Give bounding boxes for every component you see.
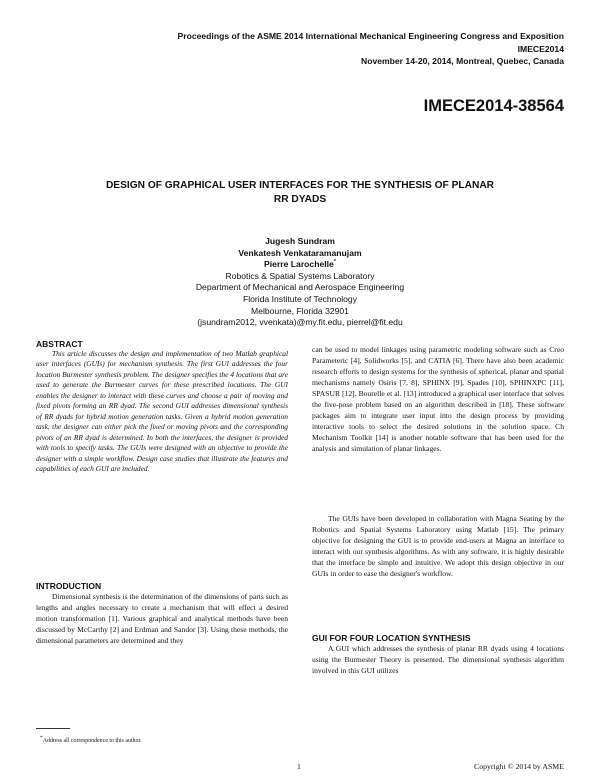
author-emails: (jsundram2012, vvenkata)@my.fit.edu, pierrel@fit.edu: [197, 317, 403, 328]
gui-section-text: A GUI which addresses the synthesis of planar RR dyads using 4 locations using the Burmester Theory is presented. The dimensional synthesis algorithm involved in this GUI utilizes: [312, 644, 564, 675]
affiliation-line: Melbourne, Florida 32901: [251, 305, 349, 316]
introduction-text: Dimensional synthesis is the determination of the dimensions of parts such as lengths and angles necessary to create a mechanism that will effect a desired motion transformation [1]. Various graphical and analytical methods have been discussed by McCarthy [2] and Erdman and Sandor [3]. Using these methods, the dimensional parameters are determined and they: [36, 592, 288, 645]
gui-section-heading: GUI FOR FOUR LOCATION SYNTHESIS: [312, 633, 471, 643]
author-name: Venkatesh Venkataramanujam: [238, 247, 362, 258]
corresponding-mark: *: [333, 259, 336, 266]
abstract-heading: ABSTRACT: [36, 339, 83, 349]
proceedings-line: Proceedings of the ASME 2014 International Mechanical Engineering Congress and Exposition: [177, 31, 564, 41]
abstract-text: This article discusses the design and implementation of two Matlab graphical user interfaces (GUIs) for mechanism synthesis. The first GUI addresses the four location Burmester synthesis problem. The designer specifies the 4 locations that are used to generate the Burmester curves for these prescribed locations. The GUI enables the designer to interact with these curves and choose a pair of moving and fixed pivots forming an RR dyad. The second GUI addresses dimensional synthesis of RR dyads for hybrid motion generation tasks. Given a hybrid motion generation task, the designer can either pick the fixed or moving pivots and the corresponding pivots of an RR dyad is determined. In both the interfaces, the designer is provided with tools to specify tasks. The GUIs were designed with an objective to provide the designer with a simple workflow. Design case studies that illustrate the features and capabilities of each GUI are included.: [36, 349, 288, 473]
affiliation-line: Department of Mechanical and Aerospace Engineering: [195, 282, 405, 293]
footnote: [40, 735, 142, 744]
author-name: Jugesh Sundram: [265, 236, 335, 246]
copyright-notice: Copyright © 2014 by ASME: [474, 762, 564, 771]
affiliation-line: Robotics & Spatial Systems Laboratory: [225, 270, 375, 281]
introduction-heading: INTRODUCTION: [36, 581, 102, 591]
paper-title: [60, 179, 540, 207]
affiliation-line: Florida Institute of Technology: [242, 293, 357, 304]
footnote-rule: [36, 728, 70, 729]
conference-dates: November 14-20, 2014, Montreal, Quebec, Canada: [361, 56, 564, 67]
title-line-1: DESIGN OF GRAPHICAL USER INTERFACES FOR THE SYNTHESIS OF PLANAR: [105, 180, 495, 191]
conference-code: IMECE2014: [517, 43, 564, 54]
left-column: [36, 339, 288, 474]
title-line-2: RR DYADS: [273, 194, 327, 205]
author-name-corresponding: Pierre Larochelle*: [264, 259, 336, 270]
footnote-mark: *: [40, 735, 43, 742]
paper-id: IMECE2014-38564: [423, 97, 564, 115]
right-column-paragraph-1: can be used to model linkages using parametric modeling software such as Creo Parameteric [4], Solidworks [5], and CATIA [6]. There have also been academic research efforts to design systems for the synthesis of spherical, planar and spatial mechanisms namely Osiris [7, 8], SPHINX [9], Spades [10], SPHINXPC [11], SPASUR [12]. Bourelle et al. [13] introduced a graphical user interface that solves the five-pose problem based on an algorithm described in [18]. These software packages aim to integrate user input into the design process by providing interactive tools to select the desired solutions in the solution space. Ch Mechanism Toolkit [14] is another notable software that has been used for the analysis and simulation of planar linkages.: [312, 345, 564, 453]
conference-header: [178, 30, 564, 68]
author-block: [0, 236, 600, 329]
page-number: 1: [297, 762, 301, 771]
right-column-paragraph-2: The GUIs have been developed in collaboration with Magna Seating by the Robotics and Spatial Systems Laboratory using Matlab [15]. The primary objective for designing the GUI is to provide end-users at Magna an interface to interact with our synthesis algorithms. As with any software, it is highly desirable that the interface be simple and intuitive. We adopt this design objective in our GUIs in order to ease the designer's workflow.: [312, 514, 564, 578]
footnote-text: Address all correspondence to this author.: [42, 738, 142, 744]
